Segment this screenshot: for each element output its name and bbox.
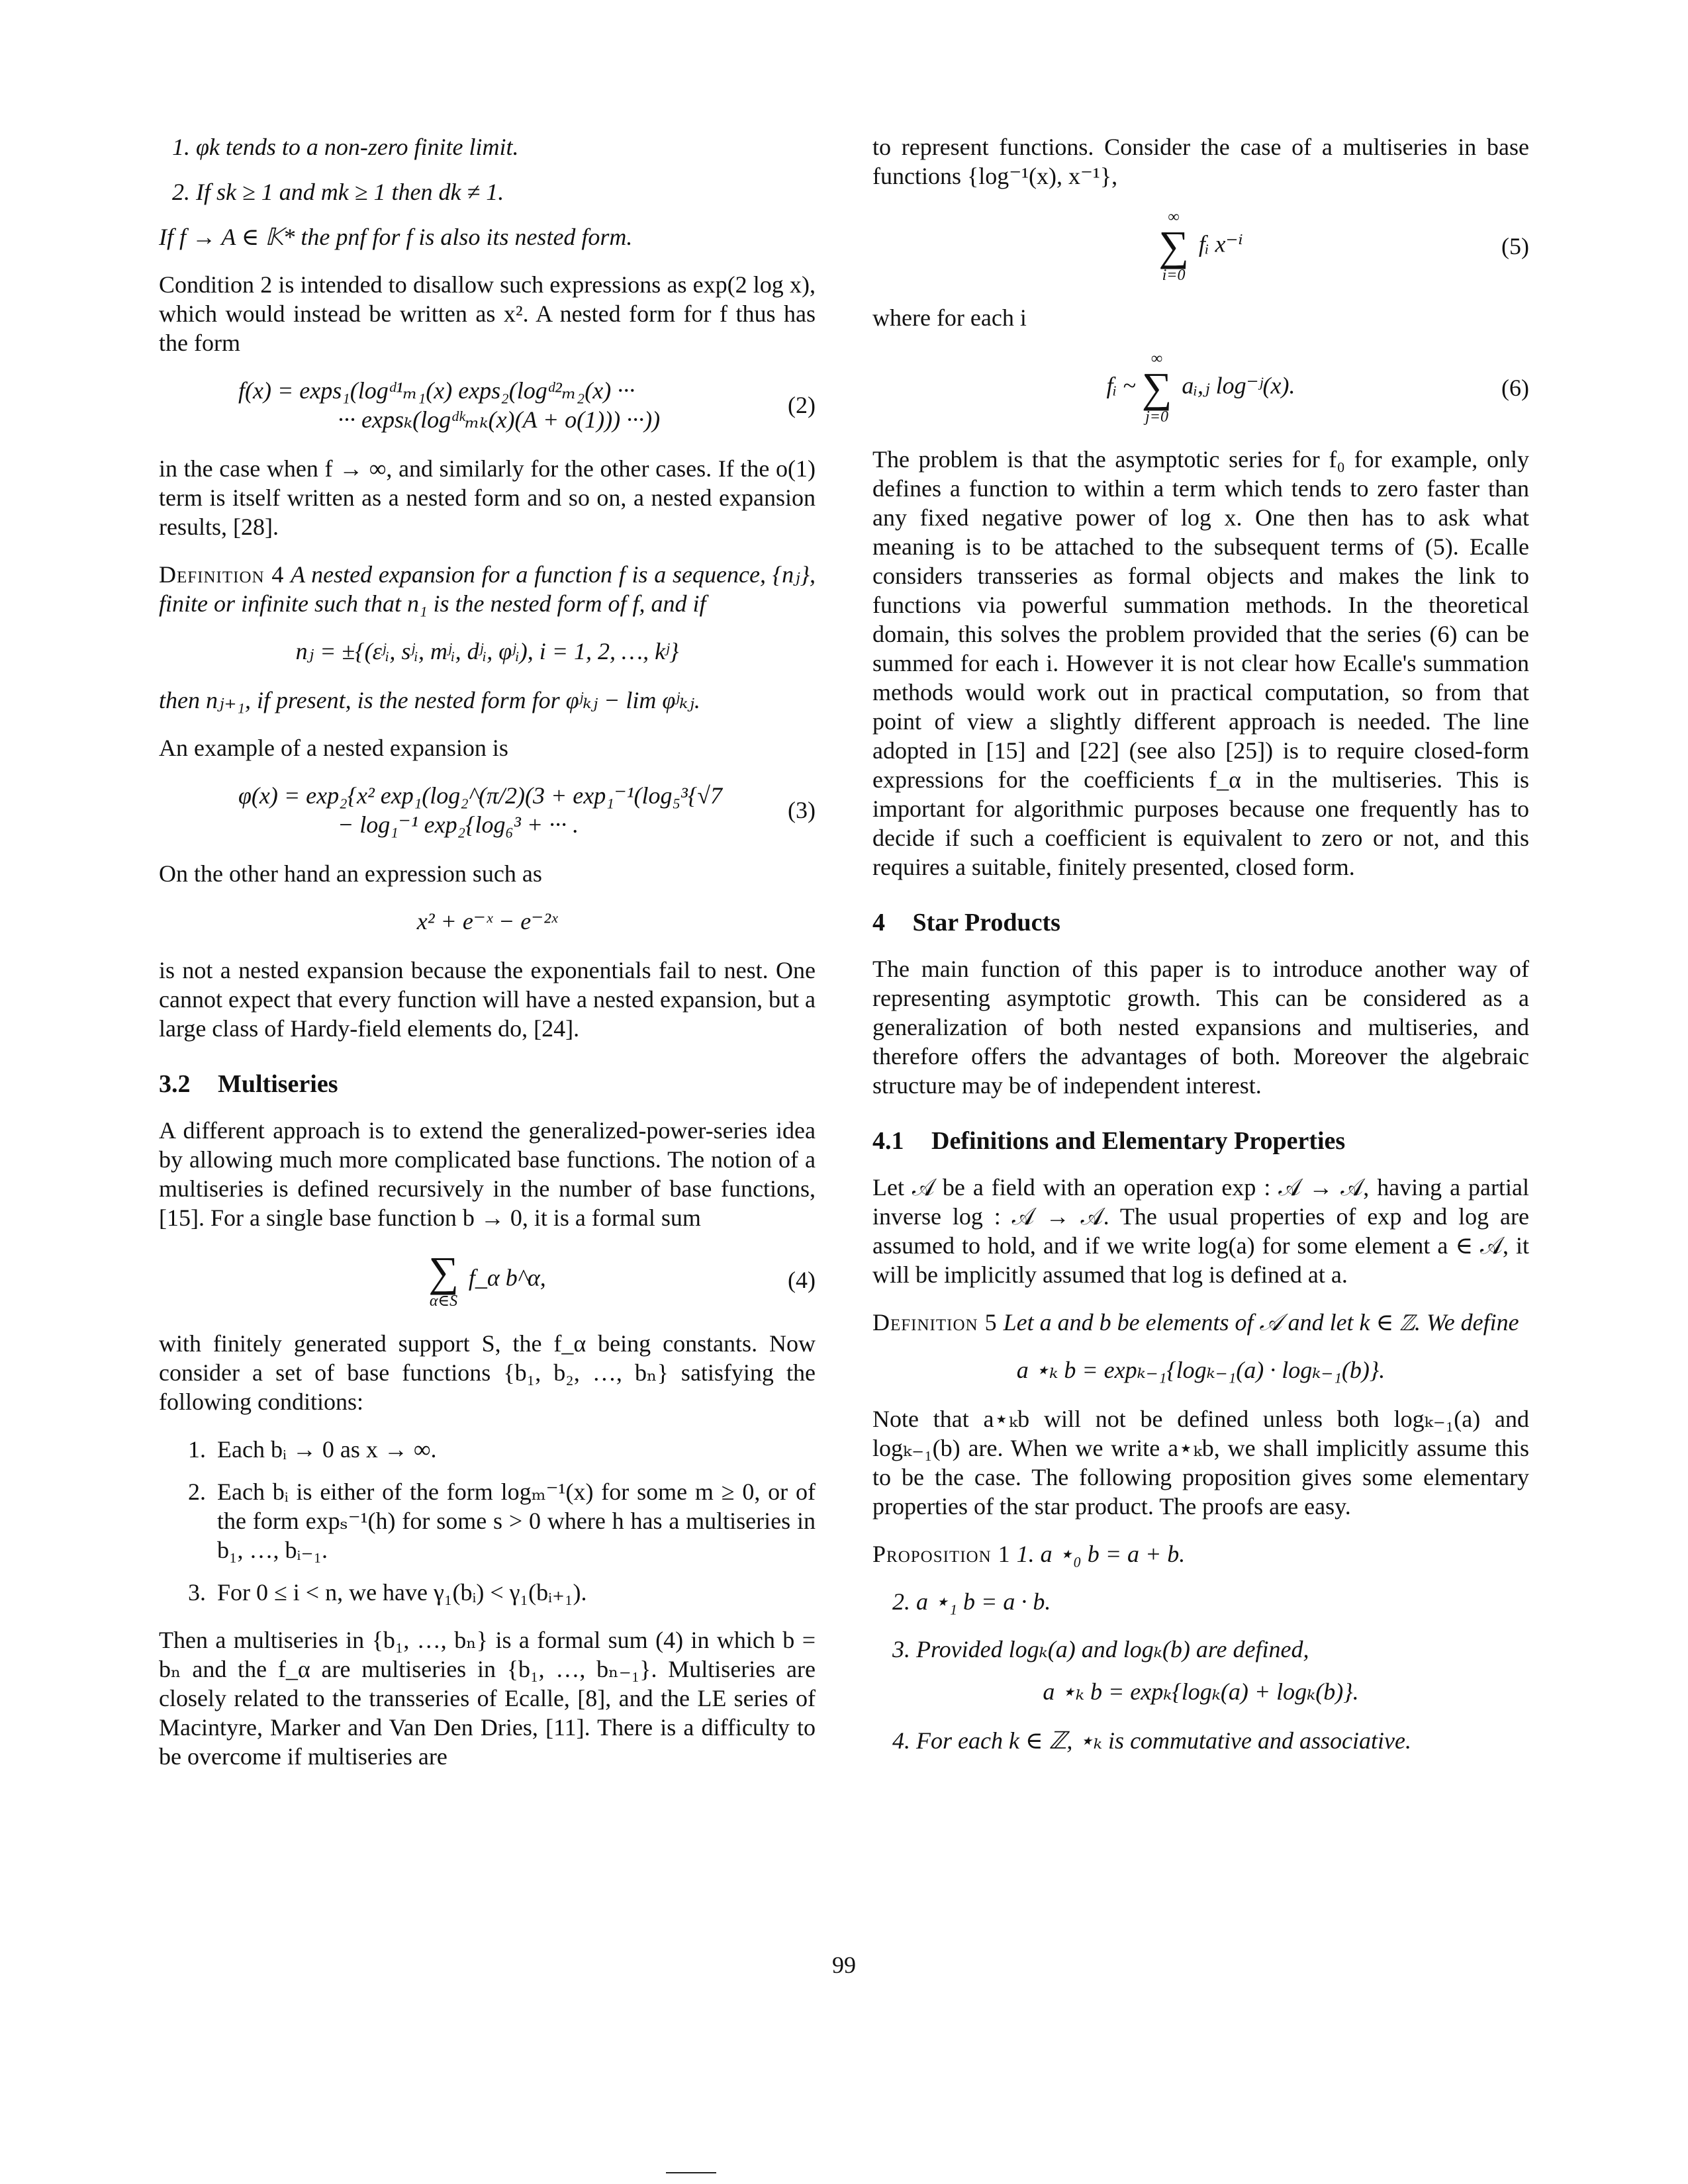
proposition-1-equation: a ⋆ₖ b = expₖ{logₖ(a) + logₖ(b)}. xyxy=(1043,1678,1359,1705)
equation-5 xyxy=(872,209,1529,283)
section-4-heading xyxy=(872,908,1529,937)
equation-3 xyxy=(159,781,816,839)
paragraph-condition-explanation: Condition 2 is intended to disallow such expressions as exp(2 log x), which would instead be written as x². A nested form for f thus has the form xyxy=(159,271,816,356)
equation-5-body: fᵢ x⁻ⁱ xyxy=(1198,230,1243,257)
proposition-1-item-2: 2. a ⋆₁ b = a · b. xyxy=(892,1588,1051,1615)
condition-2: 2. If sk ≥ 1 and mk ≥ 1 then dk ≠ 1. xyxy=(172,179,504,205)
equation-4-body: f_α b^α, xyxy=(468,1264,546,1291)
sigma-symbol: ∑ xyxy=(428,1248,459,1295)
right-column xyxy=(872,132,1529,1774)
definition-5 xyxy=(872,1308,1529,1337)
page-number: 99 xyxy=(832,1952,856,1978)
paragraph-multiseries-def: Then a multiseries in {b₁, …, bₙ} is a formal sum (4) in which b = bₙ and the f_α are multiseries in {b₁, …, bₙ₋₁}. Multiseries are closely related to the transseries of Ecalle, [8], and the LE series of Macintyre, Marker and Van Den Dries, [11]. There is a difficulty to be overcome if multiseries are xyxy=(159,1627,816,1770)
equation-6 xyxy=(872,351,1529,425)
section-4-1-heading xyxy=(872,1126,1529,1156)
pnf-note: If f → A ∈ 𝕂* the pnf for f is also its nested form. xyxy=(159,224,633,250)
equation-6-body: aᵢ,ⱼ log⁻ʲ(x). xyxy=(1182,372,1295,399)
equation-4-number: (4) xyxy=(788,1267,816,1293)
condition-1: 1. φk tends to a non-zero finite limit. xyxy=(172,134,519,160)
paragraph-not-nested: is not a nested expansion because the exponentials fail to nest. One cannot expect that every function will have a nested expansion, but a large class of Hardy-field elements do, [24]. xyxy=(159,957,816,1042)
definition-5-equation: a ⋆ₖ b = expₖ₋₁{logₖ₋₁(a) · logₖ₋₁(b)}. xyxy=(1016,1357,1385,1383)
equation-5-number: (5) xyxy=(1501,233,1529,259)
definition-5-label: Definition 5 xyxy=(872,1309,998,1336)
section-4-1-title: Definitions and Elementary Properties xyxy=(931,1127,1346,1155)
left-column xyxy=(159,132,816,1790)
definition-4 xyxy=(159,560,816,618)
equation-5-lower-limit: i=0 xyxy=(1162,267,1186,284)
equation-2-line-1: f(x) = exps₁(logᵈ¹ₘ₁(x) exps₂(logᵈ²ₘ₂(x) ··· xyxy=(238,377,635,404)
paragraph-asymptotic-problem: The problem is that the asymptotic series for f₀ for example, only defines a function to within a term which tends to zero faster than any fixed negative power of log x. One then has to ask what meaning is to be attached to the subsequent terms of (5). Ecalle considers transseries as formal objects and makes the link to functions via powerful summation methods. In the theoretical domain, this solves the problem provided that the series (6) can be summed for each i. However it is not clear how Ecalle's summation methods would work out in practical computation, so from that point of view a slightly different approach is needed. The line adopted in [15] and [22] (see also [25]) is to require closed-form expressions for the coefficients f_α in the multiseries. This is important for algorithmic purposes because one frequently has to decide if such a coefficient is equivalent to zero or not, and this requires a suitable, finitely presented, closed form. xyxy=(872,446,1529,880)
equation-6-prefix: fᵢ ~ xyxy=(1106,372,1136,399)
equation-4-subscript: α∈S xyxy=(429,1293,458,1310)
paragraph-star-note: Note that a⋆ₖb will not be defined unless both logₖ₋₁(a) and logₖ₋₁(b) are. When we write a⋆ₖb, we shall implicitly assume this to be the case. The following proposition gives some elementary properties of the star product. The proofs are easy. xyxy=(872,1406,1529,1520)
proposition-1-item-1: 1. a ⋆₀ b = a + b. xyxy=(1016,1541,1186,1567)
other-hand-text: On the other hand an expression such as xyxy=(159,860,542,887)
section-3-2-number: 3.2 xyxy=(159,1070,191,1098)
proposition-1 xyxy=(872,1539,1529,1569)
equation-6-number: (6) xyxy=(1501,375,1529,401)
equation-6-lower-limit: j=0 xyxy=(1145,408,1168,426)
conditions-list xyxy=(159,1435,816,1607)
equation-3-line-1: φ(x) = exp₂{x² exp₁(log₂^(π/2)(3 + exp₁⁻¹(log₅³{√7 xyxy=(238,782,722,809)
paragraph-field-definition: Let 𝒜 be a field with an operation exp : 𝒜 → 𝒜, having a partial inverse log : 𝒜 → 𝒜. The usual properties of exp and log are assumed to hold, and if we write log(a) for some element a ∈ 𝒜, it will be implicitly assumed that log is defined at a. xyxy=(872,1174,1529,1288)
paragraph-star-products-intro: The main function of this paper is to introduce another way of representing asymptotic growth. This can be considered as a generalization of both nested expansions and multiseries, and therefore offers the advantages of both. Moreover the algebraic structure may be of independent interest. xyxy=(872,956,1529,1099)
equation-5-upper-limit: ∞ xyxy=(1168,208,1180,226)
definition-4-text: A nested expansion for a function f is a sequence, {nⱼ}, finite or infinite such that n₁ is the nested form of f, and if xyxy=(159,561,816,617)
proposition-1-label: Proposition 1 xyxy=(872,1541,1011,1567)
section-4-title: Star Products xyxy=(912,909,1060,936)
definition-4-equation: nⱼ = ±{(εʲᵢ, sʲᵢ, mʲᵢ, dʲᵢ, φʲᵢ), i = 1, 2, …, kʲ} xyxy=(295,638,679,664)
sigma-symbol: ∑ xyxy=(1141,364,1172,411)
paragraph-base-functions: with finitely generated support S, the f_α being constants. Now consider a set of base functions {b₁, b₂, …, bₙ} satisfying the following conditions: xyxy=(159,1330,816,1415)
list-item: 3. For 0 ≤ i < n, we have γ₁(bᵢ) < γ₁(bᵢ₊₁). xyxy=(212,1578,816,1607)
where-each-text: where for each i xyxy=(872,304,1027,331)
list-item: 1. Each bᵢ → 0 as x → ∞. xyxy=(212,1435,816,1464)
definition-4-then: then nⱼ₊₁, if present, is the nested form for φʲₖⱼ − lim φʲₖⱼ. xyxy=(159,687,700,713)
footer-rule xyxy=(666,2172,716,2173)
paragraph-represent-functions: to represent functions. Consider the case of a multiseries in base functions {log⁻¹(x), x⁻¹}, xyxy=(872,134,1529,189)
proposition-1-item-3: 3. Provided logₖ(a) and logₖ(b) are defined, xyxy=(892,1636,1309,1662)
equation-6-summation xyxy=(1142,351,1172,425)
equation-5-summation xyxy=(1158,209,1189,283)
section-3-2-heading xyxy=(159,1069,816,1099)
example-intro: An example of a nested expansion is xyxy=(159,735,508,761)
list-item: 2. Each bᵢ is either of the form logₘ⁻¹(x) for some m ≥ 0, or of the form expₛ⁻¹(h) for some s > 0 where h has a multiseries in b₁, …, bᵢ₋₁. xyxy=(212,1477,816,1565)
paragraph-multiseries-intro: A different approach is to extend the generalized-power-series idea by allowing much more complicated base functions. The notion of a multiseries is defined recursively in the number of base functions, [15]. For a single base function b → 0, it is a formal sum xyxy=(159,1117,816,1231)
section-4-number: 4 xyxy=(872,909,885,936)
equation-2-line-2: ··· expsₖ(logᵈᵏₘₖ(x)(A + o(1))) ···)) xyxy=(338,406,661,433)
equation-3-number: (3) xyxy=(788,797,816,823)
equation-4-summation xyxy=(428,1248,459,1310)
equation-2-number: (2) xyxy=(788,392,816,418)
equation-4 xyxy=(159,1248,816,1310)
equation-2 xyxy=(159,376,816,434)
section-3-2-title: Multiseries xyxy=(218,1070,338,1098)
equation-6-upper-limit: ∞ xyxy=(1150,350,1163,367)
equation-3-line-2: − log₁⁻¹ exp₂{log₆³ + ··· . xyxy=(338,811,579,838)
sigma-symbol: ∑ xyxy=(1158,222,1189,269)
proposition-1-item-4: 4. For each k ∈ ℤ, ⋆ₖ is commutative and associative. xyxy=(892,1727,1411,1754)
definition-5-text: Let a and b be elements of 𝒜 and let k ∈ ℤ. We define xyxy=(1003,1309,1519,1336)
section-4-1-number: 4.1 xyxy=(872,1127,904,1155)
paragraph-nested-expansion: in the case when f → ∞, and similarly for the other cases. If the o(1) term is itself written as a nested form and so on, a nested expansion results, [28]. xyxy=(159,455,816,540)
non-nested-expression: x² + e⁻ˣ − e⁻²ˣ xyxy=(416,908,558,934)
definition-4-label: Definition 4 xyxy=(159,561,285,588)
